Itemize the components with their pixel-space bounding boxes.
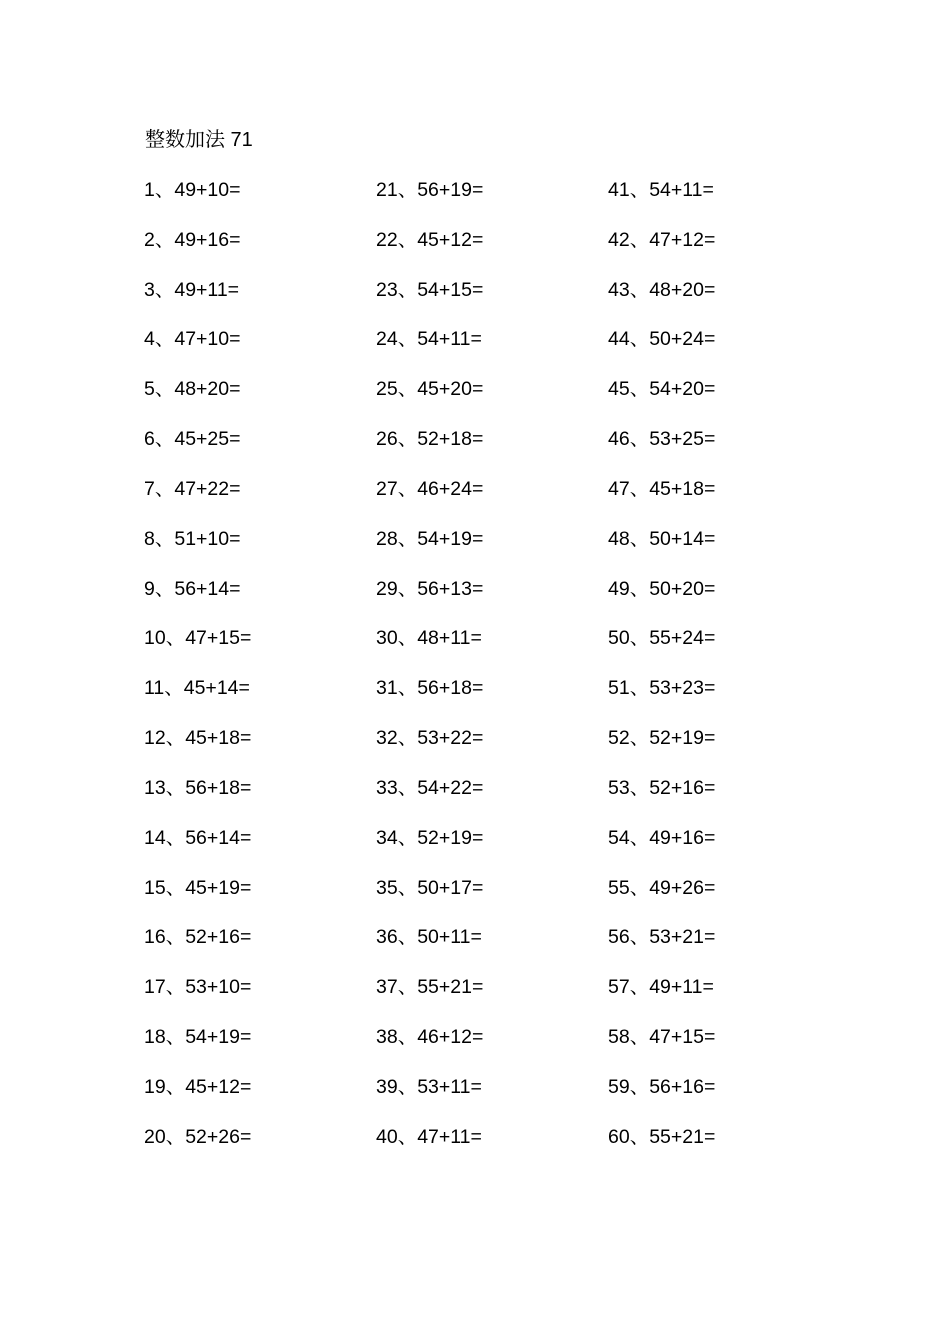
problem-item: 9、56+14=	[144, 577, 241, 600]
problem-item: 57、49+11=	[608, 976, 714, 999]
problem-item: 16、52+16=	[144, 926, 252, 949]
problem-item: 35、50+17=	[376, 876, 484, 899]
problem-item: 7、47+22=	[144, 477, 241, 500]
problem-item: 43、48+20=	[608, 278, 716, 301]
problem-column-1	[144, 176, 374, 1173]
problem-item: 1、49+10=	[144, 179, 241, 201]
problem-item: 27、46+24=	[376, 477, 484, 500]
problem-item: 30、48+11=	[376, 627, 482, 650]
problem-item: 25、45+20=	[376, 378, 484, 401]
problem-item: 54、49+16=	[608, 826, 716, 849]
problem-item: 50、55+24=	[608, 627, 716, 650]
problem-item: 42、47+12=	[608, 228, 716, 251]
problem-item: 5、48+20=	[144, 378, 241, 401]
problem-item: 58、47+15=	[608, 1026, 716, 1049]
problem-item: 46、53+25=	[608, 428, 716, 451]
problem-item: 40、47+11=	[376, 1125, 482, 1148]
problem-item: 41、54+11=	[608, 179, 714, 201]
problem-item: 21、56+19=	[376, 179, 484, 201]
problem-item: 48、50+14=	[608, 527, 716, 550]
problem-item: 31、56+18=	[376, 677, 484, 700]
problem-item: 12、45+18=	[144, 727, 252, 750]
problem-columns	[144, 176, 844, 1176]
problem-item: 49、50+20=	[608, 577, 716, 600]
problem-item: 52、52+19=	[608, 727, 716, 750]
problem-item: 39、53+11=	[376, 1075, 482, 1098]
problem-item: 10、47+15=	[144, 627, 252, 650]
problem-item: 55、49+26=	[608, 876, 716, 899]
problem-item: 18、54+19=	[144, 1026, 252, 1049]
problem-item: 32、53+22=	[376, 727, 484, 750]
problem-item: 4、47+10=	[144, 328, 241, 351]
problem-item: 37、55+21=	[376, 976, 484, 999]
problem-item: 60、55+21=	[608, 1125, 716, 1148]
problem-item: 17、53+10=	[144, 976, 252, 999]
problem-item: 51、53+23=	[608, 677, 716, 700]
problem-item: 56、53+21=	[608, 926, 716, 949]
problem-item: 38、46+12=	[376, 1026, 484, 1049]
problem-item: 23、54+15=	[376, 278, 484, 301]
problem-column-3	[608, 176, 838, 1173]
problem-item: 36、50+11=	[376, 926, 482, 949]
problem-item: 22、45+12=	[376, 228, 484, 251]
problem-item: 11、45+14=	[144, 677, 250, 700]
worksheet-title: 整数加法 71	[145, 129, 253, 151]
problem-item: 53、52+16=	[608, 776, 716, 799]
problem-item: 2、49+16=	[144, 228, 241, 251]
problem-column-2	[376, 176, 606, 1173]
problem-item: 6、45+25=	[144, 428, 241, 451]
problem-item: 28、54+19=	[376, 527, 484, 550]
problem-item: 8、51+10=	[144, 527, 241, 550]
problem-item: 20、52+26=	[144, 1125, 252, 1148]
problem-item: 45、54+20=	[608, 378, 716, 401]
problem-item: 29、56+13=	[376, 577, 484, 600]
problem-item: 34、52+19=	[376, 826, 484, 849]
problem-item: 47、45+18=	[608, 477, 716, 500]
problem-item: 33、54+22=	[376, 776, 484, 799]
problem-item: 26、52+18=	[376, 428, 484, 451]
problem-item: 59、56+16=	[608, 1075, 716, 1098]
problem-item: 3、49+11=	[144, 278, 240, 301]
problem-item: 19、45+12=	[144, 1075, 252, 1098]
problem-item: 14、56+14=	[144, 826, 252, 849]
problem-item: 13、56+18=	[144, 776, 252, 799]
problem-item: 44、50+24=	[608, 328, 716, 351]
problem-item: 24、54+11=	[376, 328, 482, 351]
problem-item: 15、45+19=	[144, 876, 252, 899]
